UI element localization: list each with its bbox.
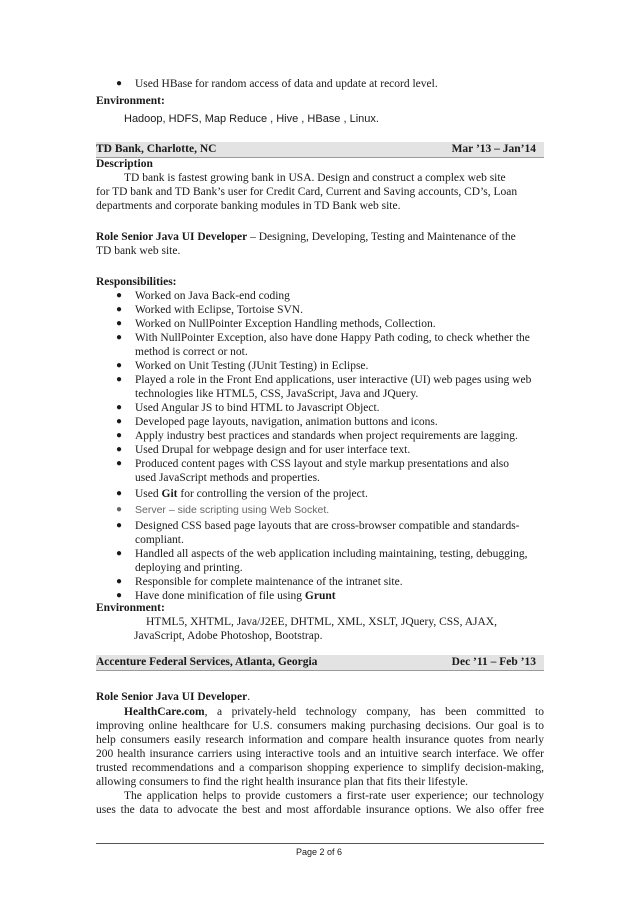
environment-text: JavaScript, Adobe Photoshop, Bootstrap.	[134, 630, 323, 642]
list-item: Used HBase for random access of data and update at record level.	[135, 78, 438, 90]
list-item: Developed page layouts, navigation, animation buttons and icons.	[135, 416, 438, 428]
body-line: allowing consumers to find the right health insurance plan that fits their lifestyle.	[96, 776, 469, 788]
list-item: Designed CSS based page layouts that are cross-browser compatible and standards-	[135, 520, 520, 532]
list-item-cont: technologies like HTML5, CSS, JavaScript, Java and JQuery.	[135, 388, 419, 400]
body-line: trusted recommendations and a comparison shopping experience to simplify decision-making,	[96, 762, 544, 774]
list-item: Produced content pages with CSS layout and style markup presentations and also	[135, 458, 510, 470]
list-item-cont: method is correct or not.	[135, 346, 248, 358]
environment-label: Environment:	[96, 602, 165, 614]
bullet-icon: ●	[116, 430, 123, 441]
bullet-icon: ●	[116, 374, 123, 385]
role-line-2: TD bank web site.	[96, 245, 181, 257]
grunt-bold: Grunt	[304, 590, 336, 602]
bullet-icon: ●	[116, 304, 123, 315]
list-item: With NullPointer Exception, also have done Happy Path coding, to check whether the	[135, 332, 530, 344]
git-pre: Used	[135, 488, 162, 500]
healthcare-name: HealthCare.com	[124, 706, 205, 718]
list-item-git	[135, 487, 583, 501]
role-line	[96, 690, 544, 704]
page-number: Page 2 of 6	[295, 847, 343, 857]
bullet-icon: ●	[116, 488, 123, 499]
bullet-icon: ●	[116, 402, 123, 413]
role-line	[96, 230, 544, 244]
list-item: Worked with Eclipse, Tortoise SVN.	[135, 304, 303, 316]
list-item: Handled all aspects of the web application including maintaining, testing, debugging,	[135, 548, 528, 560]
bullet-icon: ●	[116, 416, 123, 427]
role-dot: .	[247, 691, 251, 703]
job-dates: Mar ’13 – Jan’14	[451, 143, 536, 155]
list-item: Used Angular JS to bind HTML to Javascript Object.	[135, 402, 380, 414]
responsibilities-label: Responsibilities:	[96, 276, 177, 288]
list-item: Worked on Java Back-end coding	[135, 290, 290, 302]
list-item: Played a role in the Front End applications, user interactive (UI) web pages using web	[135, 374, 532, 386]
environment-label: Environment:	[96, 95, 165, 107]
bullet-icon: ●	[116, 458, 123, 469]
list-item: Worked on NullPointer Exception Handling methods, Collection.	[135, 318, 436, 330]
body-line	[124, 705, 544, 719]
description-line: TD bank is fastest growing bank in USA. Design and construct a complex web site	[124, 172, 506, 184]
job-header-td-bank	[96, 142, 544, 158]
bullet-icon: ●	[116, 78, 123, 89]
role-title: Role Senior Java UI Developer	[96, 691, 248, 703]
job-dates: Dec ’11 – Feb ’13	[451, 656, 536, 668]
bullet-icon: ●	[116, 360, 123, 371]
body-line: uses the data to advocate the best and most affordable insurance options. We also offer free	[96, 804, 544, 816]
list-item: Responsible for complete maintenance of the intranet site.	[135, 576, 403, 588]
bullet-icon: ●	[116, 332, 123, 343]
bullet-icon: ●	[116, 590, 123, 601]
description-label: Description	[96, 158, 153, 170]
role-detail: – Designing, Developing, Testing and Maintenance of the	[247, 231, 516, 243]
healthcare-desc: , a privately-held technology company, has been committed to	[204, 706, 544, 718]
bullet-icon: ●	[116, 444, 123, 455]
list-item: Apply industry best practices and standards when project requirements are lagging.	[135, 430, 518, 442]
environment-text: HTML5, XHTML, Java/J2EE, DHTML, XML, XSLT, JQuery, CSS, AJAX,	[146, 616, 497, 628]
body-line: 200 health insurance carriers using interactive tools and an intuitive search interface. We offer	[96, 748, 544, 760]
list-item-cont: used JavaScript methods and properties.	[135, 472, 320, 484]
list-item: Used Drupal for webpage design and for user interface text.	[135, 444, 411, 456]
bullet-icon: ●	[116, 520, 123, 531]
bullet-icon: ●	[116, 318, 123, 329]
description-line: departments and corporate banking modules in TD Bank web site.	[96, 200, 401, 212]
body-line: help consumers easily research information and compare health insurance quotes from nearly	[96, 734, 544, 746]
git-bold: Git	[161, 488, 178, 500]
footer-divider	[96, 843, 544, 844]
bullet-icon: ●	[116, 504, 123, 515]
company-name: Accenture Federal Services, Atlanta, Georgia	[96, 656, 318, 668]
bullet-icon: ●	[116, 548, 123, 559]
body-line: improving online healthcare for U.S. consumers making purchasing decisions. Our goal is to	[96, 720, 544, 732]
bullet-icon: ●	[116, 576, 123, 587]
list-item-cont: deploying and printing.	[135, 562, 243, 574]
list-item-cont: compliant.	[135, 534, 184, 546]
role-title: Role Senior Java UI Developer	[96, 231, 248, 243]
git-post: for controlling the version of the project.	[177, 488, 368, 500]
company-name: TD Bank, Charlotte, NC	[96, 143, 217, 155]
job-header-accenture	[96, 655, 544, 671]
bullet-icon: ●	[116, 290, 123, 301]
environment-text: Hadoop, HDFS, Map Reduce , Hive , HBase , Linux.	[124, 113, 379, 125]
description-line: for TD bank and TD Bank’s user for Credit Card, Current and Saving accounts, CD’s, Loan	[96, 186, 518, 198]
list-item: Worked on Unit Testing (JUnit Testing) in Eclipse.	[135, 360, 369, 372]
list-item-server: Server – side scripting using Web Socket.	[135, 504, 330, 516]
grunt-pre: Have done minification of file using	[135, 590, 305, 602]
body-line: The application helps to provide customers a first-rate user experience; our technology	[124, 790, 544, 802]
